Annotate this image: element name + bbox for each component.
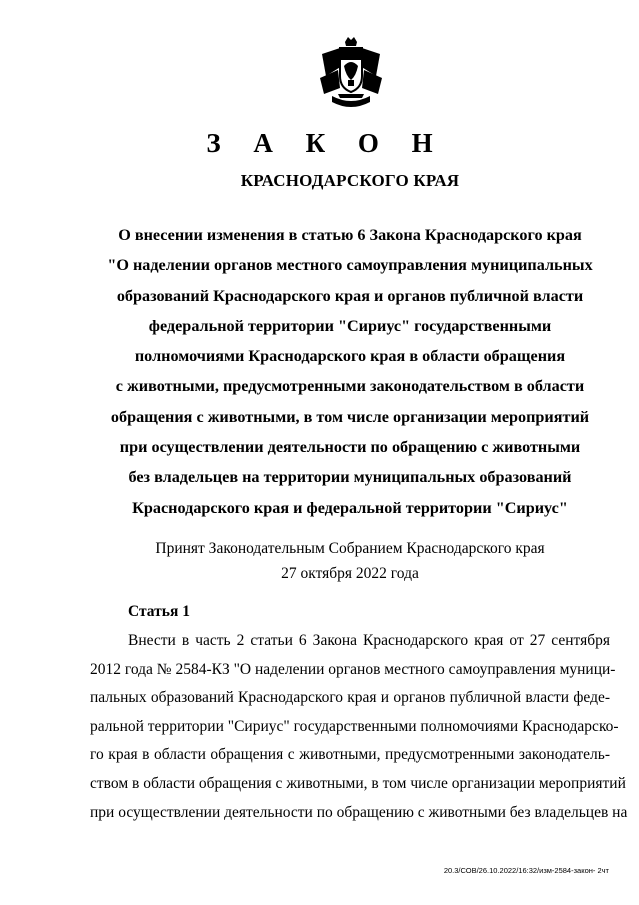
- article-body: [90, 627, 628, 827]
- body-line: при осуществлении деятельности по обращению с животными без владельцев на: [90, 803, 628, 821]
- title-line: полномочиями Краснодарского края в области обращения: [134, 347, 566, 366]
- body-line: ством в области обращения с животными, в том числе организации мероприятий: [90, 774, 626, 792]
- coat-of-arms-icon: [318, 36, 384, 112]
- region-heading: КРАСНОДАРСКОГО КРАЯ: [240, 171, 460, 190]
- adoption-date: 27 октября 2022 года: [281, 565, 419, 582]
- body-line: ральной территории "Сириус" государственными полномочиями Краснодарско-: [90, 717, 619, 735]
- document-code: 20.3/СОВ/26.10.2022/16:32/изм-2584-закон- 2чт: [443, 866, 609, 875]
- body-line: го края в области обращения с животными, предусмотренными законодатель-: [90, 746, 610, 764]
- title-line: федеральной территории "Сириус" государственными: [148, 316, 552, 335]
- adoption-note: [90, 536, 610, 586]
- title-line: О внесении изменения в статью 6 Закона Краснодарского края: [118, 226, 582, 244]
- body-line: пальных образований Краснодарского края и органов публичной власти феде-: [90, 689, 610, 707]
- title-line: "О наделении органов местного самоуправления муниципальных: [107, 256, 593, 275]
- title-line: с животными, предусмотренными законодательством в области: [115, 377, 585, 396]
- law-title: [90, 220, 610, 523]
- title-line: обращения с животными, в том числе организации мероприятий: [110, 407, 590, 426]
- title-line: образований Краснодарского края и органов публичной власти: [116, 286, 584, 305]
- title-line: без владельцев на территории муниципальных образований: [128, 468, 572, 487]
- body-line: 2012 года № 2584-КЗ "О наделении органов местного самоуправления муници-: [90, 660, 616, 678]
- title-line: при осуществлении деятельности по обращению с животными: [119, 438, 581, 457]
- body-line: Внести в часть 2 статьи 6 Закона Краснодарского края от 27 сентября: [128, 632, 610, 649]
- article-heading: Статья 1: [128, 603, 190, 620]
- title-line: Краснодарского края и федеральной территории "Сириус": [132, 498, 568, 517]
- document-type-heading: З А К О Н: [206, 128, 446, 158]
- adoption-body: Принят Законодательным Собранием Краснодарского края: [155, 540, 545, 557]
